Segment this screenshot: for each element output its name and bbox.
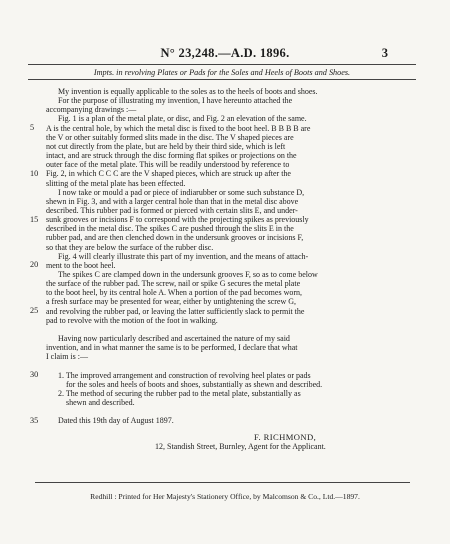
signatory-name: F. RICHMOND,	[254, 432, 317, 442]
body-line: I now take or mould a pad or piece of indiarubber or some such substance D,	[58, 187, 305, 197]
printer-imprint: Redhill : Printed for Her Majesty's Stationery Office, by Malcomson & Co., Ltd.—1897.	[90, 492, 360, 501]
body-line: Fig. 4 will clearly illustrate this part of my invention, and the means of attach-	[58, 251, 309, 261]
body-line: Dated this 19th day of August 1897.	[58, 416, 174, 426]
body-line: Fig. 2, in which C C C are the V shaped pieces, which are struck up after the	[46, 169, 291, 179]
body-line: for the soles and heels of boots and shoes, substantially as shewn and described.	[66, 379, 323, 389]
running-subtitle: Impts. in revolving Plates or Pads for the Soles and Heels of Boots and Shoes.	[93, 68, 351, 77]
body-line: Fig. 1 is a plan of the metal plate, or disc, and Fig. 2 an elevation of the same.	[58, 114, 307, 124]
body-line: 2. The method of securing the rubber pad to the metal plate, substantially as	[58, 388, 301, 398]
line-number: 10	[30, 168, 39, 178]
body-line: Having now particularly described and ascertained the nature of my said	[58, 334, 290, 344]
body-line: shewn and described.	[66, 398, 135, 408]
body-line: intact, and are struck through the disc forming flat spikes or projections on the	[46, 151, 297, 161]
body-line: a fresh surface may be presented for wear, either by untightening the screw G,	[46, 297, 297, 307]
body-line: described in the metal disc. The spikes C are pushed through the slits E in the	[46, 224, 294, 234]
body-line: to the boot heel, by its central hole A. When a portion of the pad becomes worn,	[46, 288, 303, 298]
body-line: rubber pad, and are then clenched down in the undersunk grooves or incisions F,	[46, 233, 304, 243]
body-line: shewn in Fig. 3, and with a larger central hole than that in the metal disc above	[46, 196, 299, 206]
body-line: described. This rubber pad is formed or pierced with certain slits E, and under-	[46, 205, 298, 215]
line-number: 30	[30, 370, 39, 380]
line-number: 15	[30, 214, 39, 224]
body-line: the V or other suitably formed slits made in the disc. The V shaped pieces are	[46, 132, 294, 142]
body-line: not cut directly from the plate, but are held by their third side, which is left	[46, 141, 286, 151]
body-line: outer face of the metal plate. This will be readily understood by reference to	[46, 160, 290, 170]
line-number: 20	[30, 260, 39, 270]
body-line: A is the central hole, by which the metal disc is fixed to the boot heel. B B B B are	[46, 123, 311, 133]
signatory-address: 12, Standish Street, Burnley, Agent for the Applicant.	[155, 442, 326, 451]
body-line: the surface of the rubber pad. The screw, nail or spike G secures the metal plate	[46, 279, 301, 289]
patent-number-title: N° 23,248.—A.D. 1896.	[160, 46, 290, 60]
page-header	[0, 46, 450, 64]
body-line: sunk grooves or incisions F to correspond with the projecting spikes as previously	[46, 215, 309, 225]
body-line: I claim is :—	[46, 352, 88, 362]
header-rule-bottom	[28, 79, 416, 80]
footer-rule	[35, 482, 410, 483]
body-line: accompanying drawings :—	[46, 105, 137, 115]
body-line: and revolving the rubber pad, or leaving the latter sufficiently slack to permit the	[46, 306, 305, 316]
body-line: ment to the boot heel.	[46, 260, 116, 270]
line-number: 5	[30, 123, 35, 133]
body-line: slitting of the metal plate has been effected.	[46, 178, 186, 188]
body-line: pad to revolve with the motion of the foot in walking.	[46, 315, 218, 325]
body-line: For the purpose of illustrating my invention, I have hereunto attached the	[58, 96, 293, 106]
body-line: so that they are below the surface of the rubber disc.	[46, 242, 214, 252]
body-line: 1. The improved arrangement and construction of revolving heel plates or pads	[58, 370, 311, 380]
line-number: 35	[30, 415, 39, 425]
header-rule-top	[28, 64, 416, 65]
body-line: invention, and in what manner the same is to be performed, I declare that what	[46, 343, 298, 353]
body-line: The spikes C are clamped down in the undersunk grooves F, so as to come below	[58, 270, 318, 279]
line-number: 25	[30, 306, 39, 316]
page-number: 3	[381, 46, 388, 60]
body-line: My invention is equally applicable to the soles as to the heels of boots and shoes.	[58, 87, 318, 96]
